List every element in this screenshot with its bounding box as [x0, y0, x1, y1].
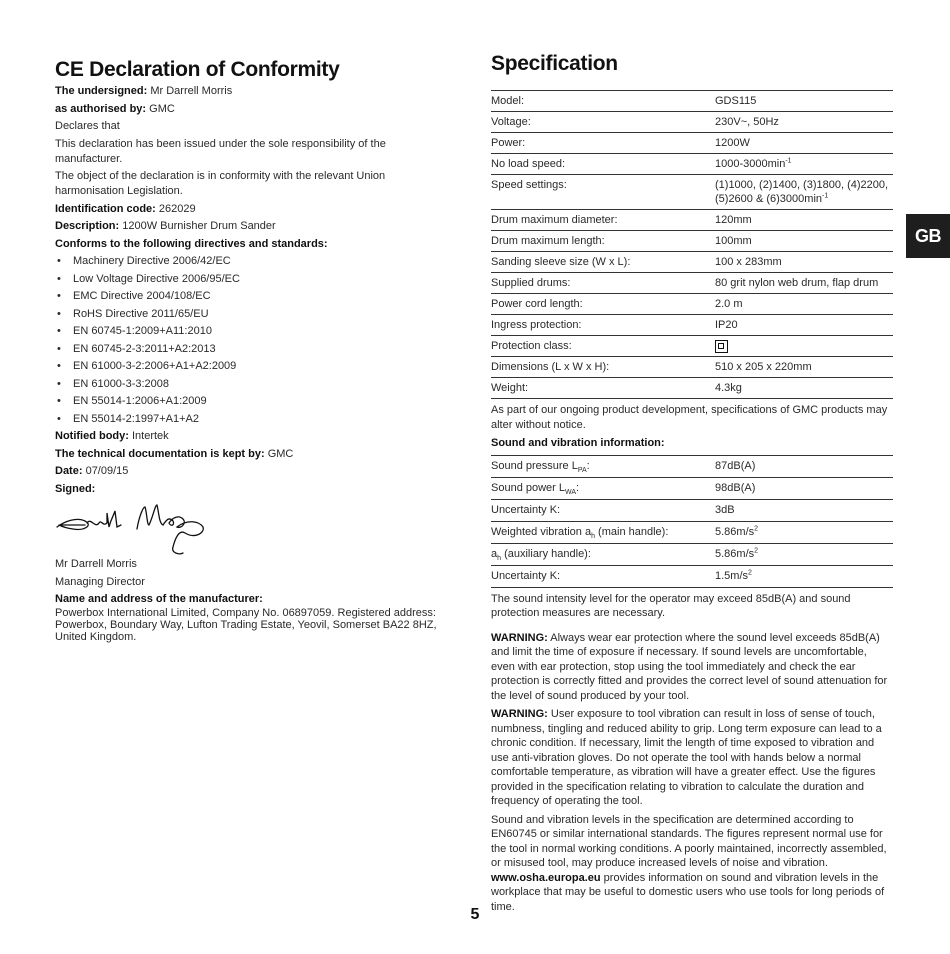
object-text: The object of the declaration is in conformity with the relevant Union harmonisation Legislation.	[55, 170, 386, 197]
directive-item	[55, 342, 450, 357]
signed-line	[55, 482, 450, 497]
signature	[55, 499, 450, 557]
bullet-icon: •	[57, 272, 61, 285]
spec-row	[491, 378, 893, 399]
signer-name: Mr Darrell Morris	[55, 558, 137, 570]
directive-item	[55, 254, 450, 269]
bullet-icon: •	[57, 290, 61, 302]
levels-text: provides information on sound and vibration levels in the workplace that may be useful to domestic users who use tools for long periods of time.	[491, 871, 885, 913]
signature-drawing	[55, 499, 215, 557]
sv-key-sub: h	[497, 554, 502, 562]
directive-text: Machinery Directive 2006/42/EC	[73, 255, 231, 267]
sound-vibration-label: Sound and vibration information:	[491, 437, 665, 449]
warning-ear-protection	[491, 631, 893, 704]
spec-key: Supplied drums:	[491, 273, 715, 294]
bullet-icon: •	[57, 307, 61, 320]
spec-value	[715, 336, 893, 357]
techdoc-line	[55, 447, 450, 462]
description-label: Description:	[55, 220, 120, 232]
date-label: Date:	[55, 465, 83, 477]
intensity-note: The sound intensity level for the operator may exceed 85dB(A) and sound protection measures are necessary.	[491, 592, 851, 619]
spec-key: Weight:	[491, 378, 715, 399]
sv-key-sub: WA	[565, 488, 577, 496]
sv-value	[715, 543, 893, 565]
directive-text: EN 55014-1:2006+A1:2009	[73, 395, 207, 407]
directive-item	[55, 394, 450, 409]
spec-value: 120mm	[715, 210, 893, 231]
sv-key-sub: PA	[577, 466, 587, 474]
directive-text: EMC Directive 2004/108/EC	[73, 290, 211, 302]
directive-item	[55, 377, 450, 392]
directive-item	[55, 359, 450, 374]
sv-key-text: :	[586, 459, 590, 472]
sv-value: 98dB(A)	[715, 477, 893, 499]
directive-text: EN 60745-1:2009+A11:2010	[73, 325, 212, 337]
sv-key-text: Sound power L	[491, 481, 565, 494]
spec-key: Power cord length:	[491, 294, 715, 315]
sv-value	[715, 565, 893, 587]
bullet-icon: •	[57, 395, 61, 407]
sv-value-sup: 2	[748, 568, 752, 576]
sound-vibration-heading	[491, 436, 893, 451]
spec-value: 100 x 283mm	[715, 252, 893, 273]
sv-key: Uncertainty K:	[491, 499, 715, 521]
spec-value: 510 x 205 x 220mm	[715, 357, 893, 378]
techdoc-value: GMC	[264, 447, 294, 460]
warning-label: WARNING:	[491, 708, 548, 720]
directive-item	[55, 307, 450, 322]
sv-row	[491, 499, 893, 521]
date-line	[55, 464, 450, 479]
undersigned-value: Mr Darrell Morris	[147, 85, 233, 97]
idcode-line	[55, 202, 450, 217]
language-tab: GB	[906, 214, 950, 258]
spec-key: Speed settings:	[491, 175, 715, 210]
directive-text: EN 60745-2-3:2011+A2:2013	[73, 342, 216, 355]
sv-key-text: :	[576, 481, 580, 494]
specification-section	[491, 52, 893, 914]
description-line	[55, 219, 450, 234]
sv-row	[491, 543, 893, 565]
sv-value-text: 5.86m/s	[715, 525, 755, 538]
authorised-value: GMC	[146, 102, 175, 115]
bullet-icon: •	[57, 377, 61, 390]
spec-value: 80 grit nylon web drum, flap drum	[715, 273, 893, 294]
sv-key-sub: h	[591, 532, 595, 540]
sv-value-text: 5.86m/s	[715, 547, 755, 560]
spec-table	[491, 90, 893, 399]
spec-value-sup: -1	[822, 192, 829, 200]
undersigned-label: The undersigned:	[55, 85, 148, 97]
spec-value-sup: -1	[785, 157, 792, 165]
spec-key: Dimensions (L x W x H):	[491, 357, 715, 378]
spec-value: 4.3kg	[715, 378, 893, 399]
sv-row	[491, 477, 893, 499]
spec-row	[491, 91, 893, 112]
sv-value-text: 1.5m/s	[715, 569, 749, 582]
authorised-line	[55, 102, 450, 117]
sv-value-sup: 2	[754, 546, 759, 554]
bullet-icon: •	[57, 360, 61, 372]
spec-value: IP20	[715, 315, 893, 336]
directive-text: EN 61000-3-2:2006+A1+A2:2009	[73, 360, 237, 372]
bullet-icon: •	[57, 255, 61, 267]
manufacturer-heading	[55, 592, 450, 607]
sv-key-text: (main handle):	[595, 525, 669, 538]
spec-key: No load speed:	[491, 154, 715, 175]
sv-row	[491, 565, 893, 587]
sv-key: Uncertainty K:	[491, 565, 715, 587]
levels-paragraph	[491, 813, 893, 915]
sv-row	[491, 455, 893, 477]
ce-declaration-section	[55, 58, 450, 643]
spec-row	[491, 273, 893, 294]
bullet-icon: •	[57, 342, 61, 355]
spec-row	[491, 294, 893, 315]
sv-value: 87dB(A)	[715, 455, 893, 477]
signer-role: Managing Director	[55, 575, 145, 588]
spec-key: Drum maximum length:	[491, 231, 715, 252]
sound-vibration-table	[491, 455, 893, 588]
sv-value-sup: 2	[754, 524, 759, 532]
ce-title: CE Declaration of Conformity	[55, 58, 340, 81]
sv-key-text: Sound pressure L	[491, 459, 578, 472]
bullet-icon: •	[57, 325, 61, 337]
spec-row	[491, 133, 893, 154]
spec-row	[491, 175, 893, 210]
spec-row	[491, 357, 893, 378]
spec-value: 2.0 m	[715, 294, 893, 315]
directive-text: EN 55014-2:1997+A1+A2	[73, 412, 199, 425]
spec-row	[491, 336, 893, 357]
warning-label: WARNING:	[491, 631, 548, 644]
bullet-icon: •	[57, 412, 61, 425]
spec-row	[491, 112, 893, 133]
levels-text: Sound and vibration levels in the specification are determined according to EN60745 or similar international standards. The figures represent normal use for the tool in normal working conditions. A poorly maintained, incorrectly assembled, or misused tool, may produce increased levels of noise and vibration.	[491, 813, 887, 869]
directive-text: EN 61000-3-3:2008	[73, 377, 170, 390]
directive-item	[55, 324, 450, 339]
spec-value: 1200W	[715, 133, 893, 154]
manufacturer-label: Name and address of the manufacturer:	[55, 593, 263, 605]
spec-value	[715, 154, 893, 175]
directives-list	[55, 254, 450, 427]
conforms-heading	[55, 237, 450, 252]
spec-key: Power:	[491, 133, 715, 154]
spec-key: Ingress protection:	[491, 315, 715, 336]
date-value: 07/09/15	[82, 465, 129, 477]
class-ii-double-square-icon	[715, 340, 728, 353]
spec-key: Model:	[491, 91, 715, 112]
spec-row	[491, 210, 893, 231]
spec-value	[715, 175, 893, 210]
idcode-label: Identification code:	[55, 202, 156, 215]
spec-key: Drum maximum diameter:	[491, 210, 715, 231]
signed-label: Signed:	[55, 482, 96, 495]
directive-item	[55, 412, 450, 427]
description-value: 1200W Burnisher Drum Sander	[119, 220, 276, 232]
sv-key	[491, 521, 715, 543]
undersigned-line	[55, 84, 450, 99]
sv-key-text: a	[491, 547, 498, 560]
spec-value-text: (1)1000, (2)1400, (3)1800, (4)2200,	[715, 179, 889, 191]
authorised-label: as authorised by:	[55, 102, 147, 115]
sv-key-text: (auxiliary handle):	[501, 547, 591, 560]
spec-value-text: 1000-3000min	[715, 158, 786, 170]
notified-value: Intertek	[128, 430, 169, 442]
spec-value-text: (5)2600 & (6)3000min	[715, 193, 823, 205]
development-note: As part of our ongoing product development, specifications of GMC products may alter without notice.	[491, 404, 888, 431]
manufacturer-address: Powerbox International Limited, Company No. 06897059. Registered address: Powerbox, Boundary Way, Lufton Trading Estate, Yeovil, Somerset BA22 8HZ, United Kingdom.	[55, 607, 437, 643]
techdoc-label: The technical documentation is kept by:	[55, 447, 265, 460]
sv-key-text: Weighted vibration a	[491, 525, 592, 538]
sv-row	[491, 521, 893, 543]
spec-row	[491, 315, 893, 336]
spec-value: GDS115	[715, 91, 893, 112]
idcode-value: 262029	[155, 202, 196, 215]
spec-row	[491, 252, 893, 273]
directive-text: Low Voltage Directive 2006/95/EC	[73, 272, 240, 285]
warning-text: Always wear ear protection where the sound level exceeds 85dB(A) and limit the time of exposure if necessary. If sound levels are uncomfortable, even with ear protection, stop using the tool immediately and check the ear protection is correctly fitted and provides the correct level of sound attenuation for the level of sound produced by your tool.	[491, 631, 888, 702]
notified-line	[55, 429, 450, 444]
responsibility-text: This declaration has been issued under the sole responsibility of the manufacturer.	[55, 137, 386, 165]
directive-item	[55, 289, 450, 304]
sv-key	[491, 455, 715, 477]
spec-key: Protection class:	[491, 336, 715, 357]
sv-value: 3dB	[715, 499, 893, 521]
warning-text: User exposure to tool vibration can result in loss of sense of touch, numbness, tingling and reduced ability to grip. Long term exposure can lead to a chronic condition. If necessary, limit the length of time exposed to vibration and use anti-vibration gloves. Do not operate the tool with hands below a normal comfortable temperature, as vibration will have a greater effect. Use the figures provided in the specification relating to vibration to calculate the duration and frequency of operating the tool.	[491, 708, 882, 807]
spec-row	[491, 154, 893, 175]
spec-value: 230V~, 50Hz	[715, 112, 893, 133]
directive-item	[55, 272, 450, 287]
notified-label: Notified body:	[55, 430, 129, 442]
spec-title: Specification	[491, 52, 618, 75]
spec-key: Sanding sleeve size (W x L):	[491, 252, 715, 273]
osha-link[interactable]: www.osha.europa.eu	[491, 871, 601, 884]
sv-key	[491, 543, 715, 565]
conforms-label: Conforms to the following directives and standards:	[55, 237, 328, 250]
spec-value: 100mm	[715, 231, 893, 252]
directive-text: RoHS Directive 2011/65/EU	[73, 307, 209, 320]
spec-key: Voltage:	[491, 112, 715, 133]
warning-vibration	[491, 707, 893, 809]
sv-value	[715, 521, 893, 543]
sv-key	[491, 477, 715, 499]
spec-row	[491, 231, 893, 252]
declares-text: Declares that	[55, 120, 120, 132]
page-number: 5	[470, 906, 480, 923]
